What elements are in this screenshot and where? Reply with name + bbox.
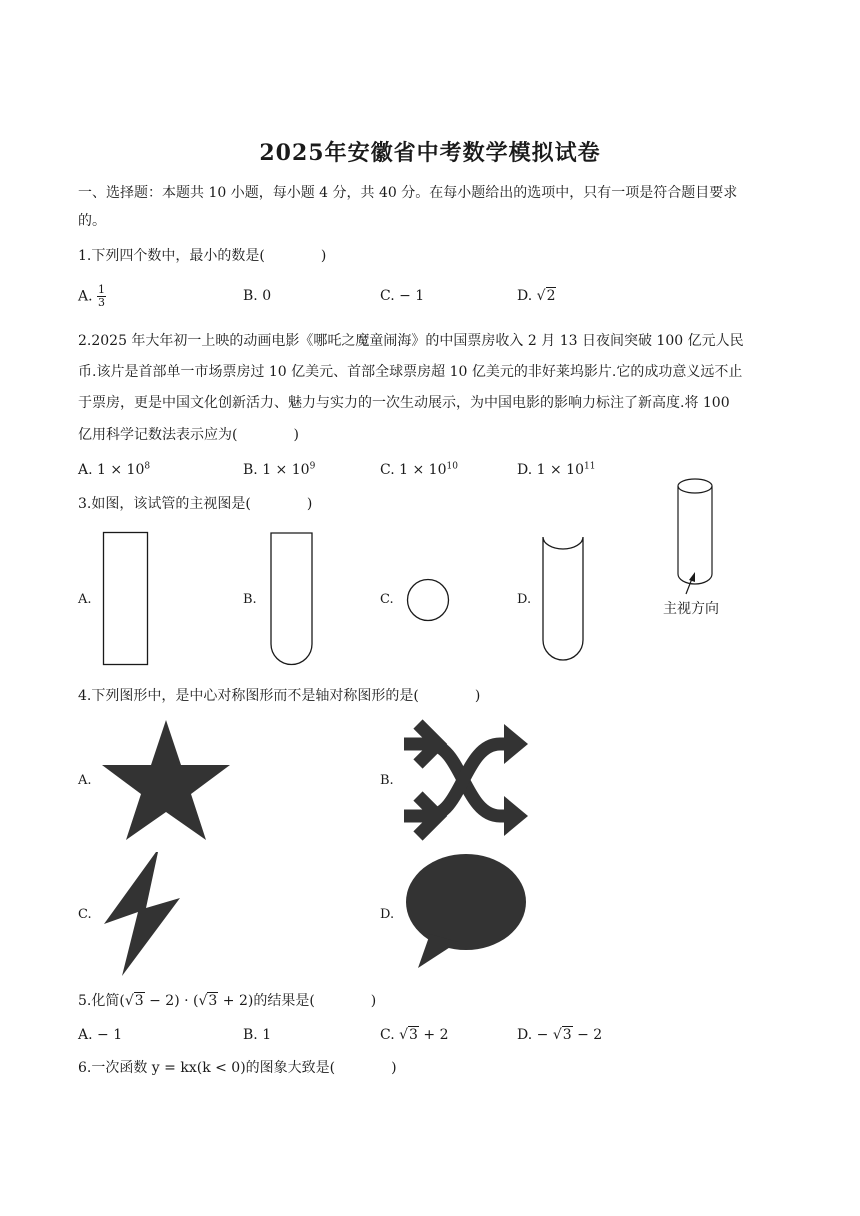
q6-stem: 6.一次函数 y = kx(k < 0)的图象大致是( ) <box>78 1060 397 1076</box>
q3-stem: 3.如图，该试管的主视图是( ) <box>78 496 313 512</box>
q4-stem: 4.下列图形中，是中心对称图形而不是轴对称图形的是( ) <box>78 688 481 704</box>
q4-option-a-label[interactable]: A. <box>78 773 92 788</box>
q2-stem-line4: 亿用科学记数法表示应为( ) <box>78 427 299 443</box>
q2-option-b[interactable]: B. $1 \times 10^9$ <box>243 461 316 478</box>
q3-option-b-label[interactable]: B. <box>243 592 257 607</box>
fraction: $\frac{1}{3}$ <box>98 283 106 309</box>
q2-option-c[interactable]: C. $1 \times 10^{10}$ <box>380 461 458 478</box>
q5-option-d[interactable]: D. − √3 − 2 <box>517 1027 603 1043</box>
q4-option-b-label[interactable]: B. <box>380 773 394 788</box>
q3-option-c-circle[interactable] <box>406 578 450 622</box>
q3-option-a-rectangle[interactable] <box>103 532 149 666</box>
section-instructions-line1: 一、选择题：本题共 10 小题，每小题 4 分，共 40 分。在每小题给出的选项中，只有一项是符合题目要求 <box>78 185 738 201</box>
q4-option-d-label[interactable]: D. <box>380 907 395 922</box>
q3-view-direction-caption: 主视方向 <box>663 601 719 617</box>
q3-option-a-label[interactable]: A. <box>78 592 92 607</box>
section-instructions-line2: 的。 <box>78 213 106 229</box>
q1-option-d[interactable]: D. √2 <box>517 288 556 304</box>
q2-stem-line3: 于票房，更是中国文化创新活力、魅力与实力的一次生动展示，为中国电影的影响力标注了新高度.将 100 <box>78 395 730 411</box>
q2-option-a[interactable]: A. $1 \times 10^8$ <box>78 461 151 478</box>
q5-option-b[interactable]: B. 1 <box>243 1027 272 1043</box>
q2-stem-line2: 币.该片是首部单一市场票房过 10 亿美元、首部全球票房超 10 亿美元的非好莱坞影片.它的成功意义远不止 <box>78 364 743 380</box>
option-label: A. <box>78 288 93 305</box>
q5-option-c[interactable]: C. √3 + 2 <box>380 1027 449 1043</box>
q5-option-a[interactable]: A. − 1 <box>78 1027 123 1043</box>
q5-stem: 5.化简(√3 − 2) · (√3 + 2)的结果是( ) <box>78 993 377 1009</box>
q1-option-b[interactable]: B. 0 <box>243 288 272 304</box>
q1-option-a[interactable] <box>78 284 106 309</box>
q4-option-b-shuffle-arrows-icon[interactable] <box>404 722 528 838</box>
q4-option-d-speech-bubble-icon[interactable] <box>404 852 528 970</box>
q2-option-d[interactable]: D. $1 \times 10^{11}$ <box>517 461 596 478</box>
q1-option-c[interactable]: C. − 1 <box>380 288 425 304</box>
q3-option-b-round-bottom-tube[interactable] <box>270 532 314 666</box>
q3-option-d-concave-top-tube[interactable] <box>542 536 584 662</box>
q4-option-c-label[interactable]: C. <box>78 907 92 922</box>
q3-option-d-label[interactable]: D. <box>517 592 532 607</box>
page-title: 2025年安徽省中考数学模拟试卷 <box>259 140 601 166</box>
q3-option-c-label[interactable]: C. <box>380 592 394 607</box>
q1-stem: 1.下列四个数中，最小的数是( ) <box>78 248 327 264</box>
q4-option-a-star-icon[interactable] <box>100 718 232 842</box>
q4-option-c-lightning-icon[interactable] <box>100 852 182 976</box>
q2-stem-line1: 2.2025 年大年初一上映的动画电影《哪吒之魔童闹海》的中国票房收入 2 月 13 日夜间突破 100 亿元人民 <box>78 333 744 349</box>
